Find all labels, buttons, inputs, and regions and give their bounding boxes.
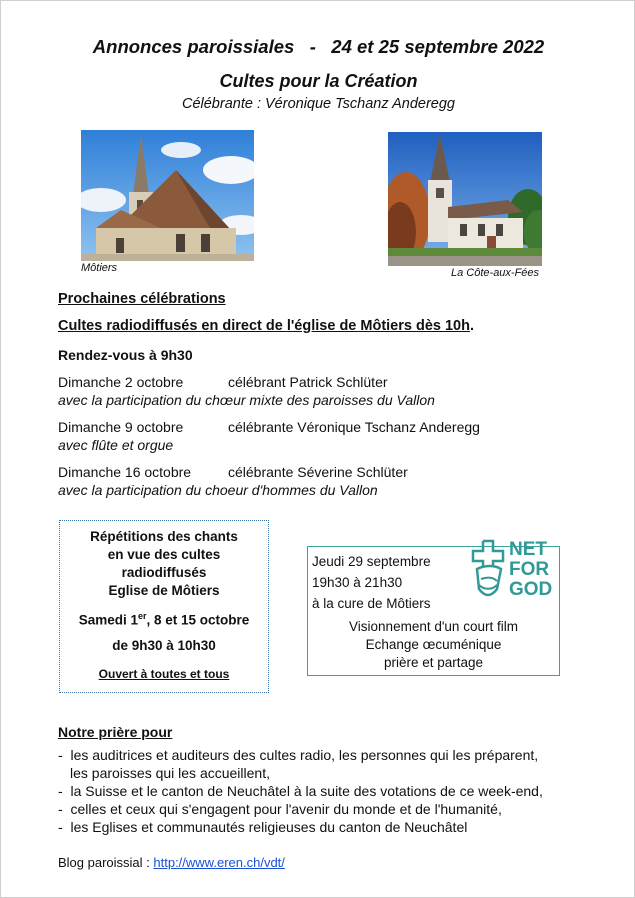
logo-net-text: NET	[509, 539, 547, 560]
rehearsal-line-1: Répétitions des chants	[90, 529, 238, 544]
net-for-god-logo	[469, 539, 561, 603]
service-2-date: Dimanche 9 octobre	[58, 419, 184, 435]
prayer-heading: Notre prière pour	[58, 724, 173, 740]
rehearsal-dates-prefix: Samedi 1	[78, 612, 138, 628]
broadcast-heading: Cultes radiodiffusés en direct de l'église de Môtiers dès 10h	[58, 318, 470, 334]
rehearsal-line-4: Eglise de Môtiers	[108, 583, 220, 598]
rehearsal-box	[59, 520, 269, 693]
service-1-note: avec la participation du chœur mixte des paroisses du Vallon	[58, 392, 435, 408]
rehearsal-line-2: en vue des cultes	[107, 547, 221, 562]
service-1-date: Dimanche 2 octobre	[58, 374, 184, 390]
motiers-caption: Môtiers	[81, 262, 118, 274]
prayer-item-3: - celles et ceux qui s'engagent pour l'avenir du monde et de l'humanité,	[58, 801, 502, 817]
broadcast-heading-line	[58, 318, 474, 334]
nfg-place: à la cure de Môtiers	[312, 596, 431, 611]
nfg-line-3: prière et partage	[383, 655, 484, 670]
rehearsal-line-3: radiodiffusés	[121, 565, 207, 580]
motiers-church-photo	[81, 130, 254, 261]
prayer-item-3-text: celles et ceux qui s'engagent pour l'avenir du monde et de l'humanité,	[70, 801, 502, 817]
rehearsal-time: de 9h30 à 10h30	[112, 637, 216, 653]
page-title: Annonces paroissiales - 24 et 25 septembre 2022	[92, 36, 545, 57]
celebrations-heading: Prochaines célébrations	[58, 291, 226, 307]
prayer-item-1-cont	[70, 764, 270, 782]
service-3-celebrant: célébrante Séverine Schlüter	[228, 464, 408, 480]
service-2-note: avec flûte et orgue	[58, 437, 174, 453]
cote-aux-fees-caption: La Côte-aux-Fées	[451, 267, 540, 279]
prayer-item-4-text: les Eglises et communautés religieuses du canton de Neuchâtel	[70, 819, 468, 835]
prayer-item-1-text: les auditrices et auditeurs des cultes radio, les personnes qui les préparent,	[70, 747, 539, 763]
service-3-date: Dimanche 16 octobre	[58, 464, 192, 480]
nfg-date: Jeudi 29 septembre	[312, 554, 431, 569]
prayer-item-1: - les auditrices et auditeurs des cultes radio, les personnes qui les préparent,	[58, 747, 539, 763]
service-1-celebrant: célébrant Patrick Schlüter	[228, 374, 388, 390]
broadcast-period: .	[469, 318, 475, 334]
blog-line	[58, 855, 285, 870]
prayer-item-2-text: la Suisse et le canton de Neuchâtel à la suite des votations de ce week-end,	[70, 783, 543, 799]
rehearsal-dates	[60, 607, 268, 630]
rehearsal-open: Ouvert à toutes et tous	[98, 666, 230, 681]
prayer-item-1-cont-text: les paroisses qui les accueillent,	[70, 765, 270, 781]
rehearsal-dates-suffix: , 8 et 15 octobre	[146, 612, 250, 628]
nfg-line-2: Echange œcuménique	[365, 637, 502, 652]
prayer-item-4: - les Eglises et communautés religieuses du canton de Neuchâtel	[58, 819, 468, 835]
logo-for-text: FOR	[509, 559, 550, 580]
service-2-celebrant: célébrante Véronique Tschanz Anderegg	[228, 419, 480, 435]
nfg-time: 19h30 à 21h30	[312, 575, 403, 590]
celebrante-line: Célébrante : Véronique Tschanz Anderegg	[181, 96, 455, 112]
page-subtitle: Cultes pour la Création	[219, 71, 418, 91]
blog-link[interactable]: http://www.eren.ch/vdt/	[153, 855, 285, 870]
logo-god-text: GOD	[509, 579, 553, 600]
prayer-item-2: - la Suisse et le canton de Neuchâtel à la suite des votations de ce week-end,	[58, 783, 543, 799]
rendezvous-line: Rendez-vous à 9h30	[58, 347, 193, 363]
rehearsal-dates-sup: er	[137, 611, 147, 621]
nfg-line-1: Visionnement d'un court film	[349, 619, 518, 634]
blog-label: Blog paroissial :	[58, 855, 154, 870]
service-3-note: avec la participation du choeur d'hommes du Vallon	[58, 482, 378, 498]
cote-aux-fees-church-photo	[388, 132, 542, 266]
cross-figure-icon	[469, 539, 509, 601]
